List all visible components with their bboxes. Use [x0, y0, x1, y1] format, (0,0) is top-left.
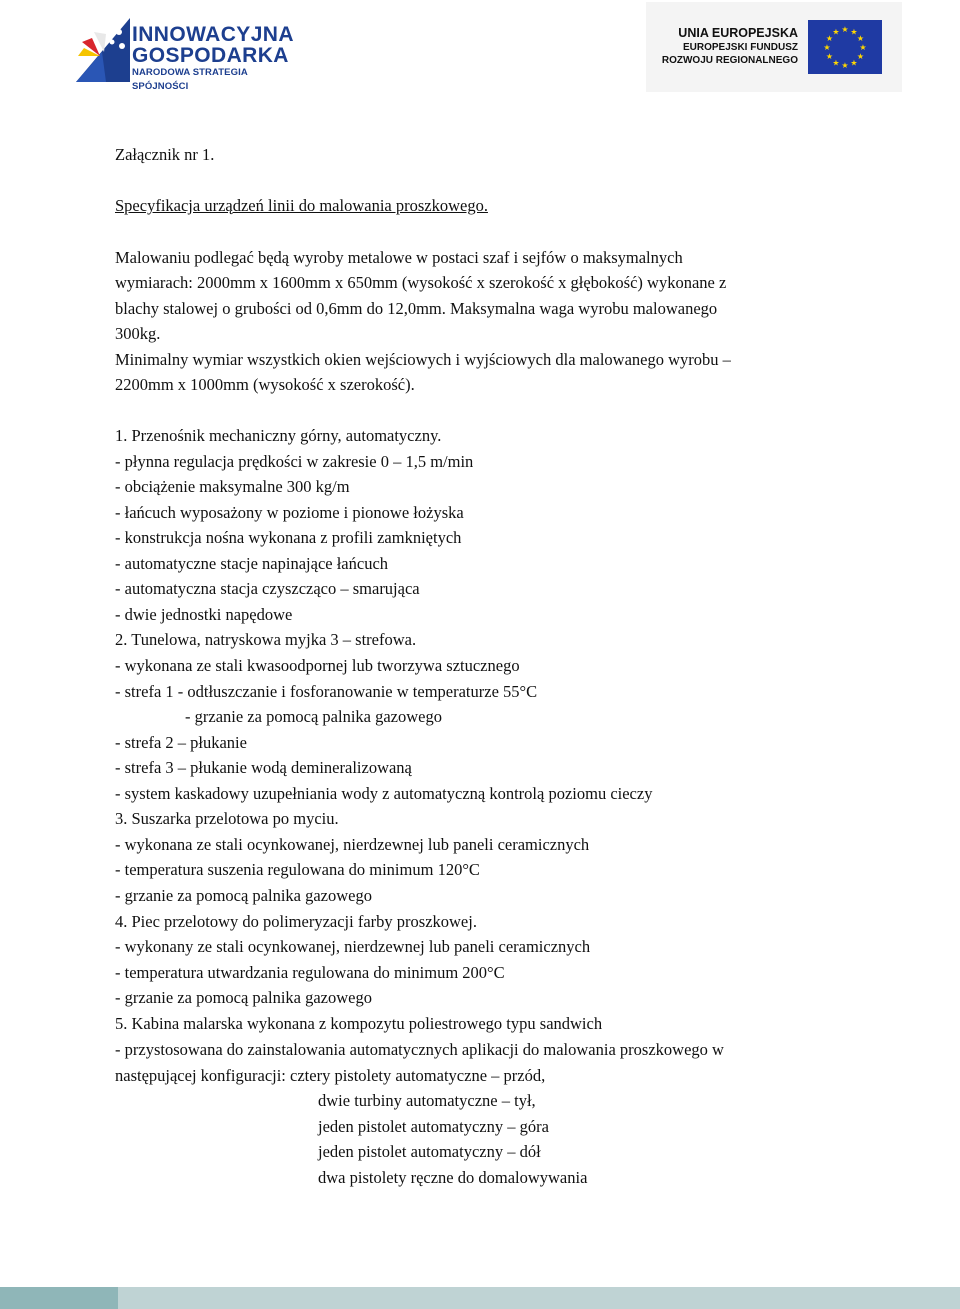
svg-text:★: ★ — [825, 34, 834, 43]
spec-item: - system kaskadowy uzupełniania wody z automatyczną kontrolą poziomu cieczy — [115, 784, 653, 803]
spec-item: - wykonana ze stali kwasoodpornej lub tworzywa sztucznego — [115, 656, 520, 675]
intro-line: 2200mm x 1000mm (wysokość x szerokość). — [115, 375, 415, 394]
logo-line-1: INNOWACYJNA — [132, 23, 294, 46]
spec-item: - konstrukcja nośna wykonana z profili zamkniętych — [115, 528, 462, 547]
spec-item: - łańcuch wyposażony w poziome i pionowe łożyska — [115, 503, 464, 522]
svg-text:★: ★ — [856, 34, 865, 43]
spec-heading: 5. Kabina malarska wykonana z kompozytu poliestrowego typu sandwich — [115, 1014, 603, 1033]
spec-item: - płynna regulacja prędkości w zakresie 0 – 1,5 m/min — [115, 452, 474, 471]
spec-item: jeden pistolet automatyczny – góra — [318, 1117, 549, 1136]
spec-item: - strefa 2 – płukanie — [115, 733, 247, 752]
spec-item: dwa pistolety ręczne do domalowywania — [318, 1168, 588, 1187]
svg-text:★: ★ — [841, 25, 849, 34]
svg-text:★: ★ — [856, 52, 865, 61]
spec-item: - obciążenie maksymalne 300 kg/m — [115, 477, 350, 496]
spec-item: - przystosowana do zainstalowania automatycznych aplikacji do malowania proszkowego w — [115, 1040, 724, 1059]
spec-item: - automatyczne stacje napinające łańcuch — [115, 554, 389, 573]
attachment-label: Załącznik nr 1. — [115, 145, 215, 164]
svg-text:★: ★ — [859, 43, 867, 52]
svg-text:★: ★ — [850, 58, 858, 68]
spec-item: - temperatura utwardzania regulowana do minimum 200°C — [115, 963, 505, 982]
intro-line: wymiarach: 2000mm x 1600mm x 650mm (wysokość x szerokość x głębokość) wykonane z — [115, 273, 727, 292]
svg-text:★: ★ — [832, 27, 840, 37]
logo-line-3: NARODOWA STRATEGIA SPÓJNOŚCI — [132, 67, 248, 92]
spec-item: - grzanie za pomocą palnika gazowego — [185, 707, 442, 726]
spec-item: - dwie jednostki napędowe — [115, 605, 293, 624]
spec-item: następującej konfiguracji: cztery pistolety automatyczne – przód, — [115, 1066, 546, 1085]
document-title: Specyfikacja urządzeń linii do malowania proszkowego. — [115, 196, 488, 215]
eu-line-1: UNIA EUROPEJSKA — [678, 26, 798, 40]
eu-line-3: ROZWOJU REGIONALNEGO — [661, 55, 798, 66]
svg-text:★: ★ — [825, 52, 834, 61]
spec-heading: 3. Suszarka przelotowa po myciu. — [115, 809, 339, 828]
intro-line: 300kg. — [115, 324, 161, 343]
spec-item: jeden pistolet automatyczny – dół — [318, 1142, 541, 1161]
spec-item: - strefa 1 - odtłuszczanie i fosforanowanie w temperaturze 55°C — [115, 682, 538, 701]
footer-band — [0, 1287, 960, 1309]
svg-text:★: ★ — [832, 58, 840, 68]
svg-text:★: ★ — [850, 27, 858, 37]
spec-item: - wykonana ze stali ocynkowanej, nierdzewnej lub paneli ceramicznych — [115, 835, 590, 854]
intro-line: Minimalny wymiar wszystkich okien wejściowych i wyjściowych dla malowanego wyrobu – — [115, 350, 731, 369]
svg-text:★: ★ — [823, 43, 831, 52]
logo-line-2: GOSPODARKA — [132, 44, 289, 67]
spec-item: - strefa 3 – płukanie wodą demineralizowaną — [115, 758, 412, 777]
spec-item: - wykonany ze stali ocynkowanej, nierdzewnej lub paneli ceramicznych — [115, 937, 591, 956]
spec-item: - automatyczna stacja czyszcząco – smarująca — [115, 579, 420, 598]
intro-line: blachy stalowej o grubości od 0,6mm do 12,0mm. Maksymalna waga wyrobu malowanego — [115, 299, 718, 318]
spec-heading: 2. Tunelowa, natryskowa myjka 3 – strefowa. — [115, 630, 417, 649]
spec-item: - temperatura suszenia regulowana do minimum 120°C — [115, 860, 480, 879]
spec-item: - grzanie za pomocą palnika gazowego — [115, 886, 372, 905]
footer-band-accent — [0, 1287, 118, 1309]
spec-item: - grzanie za pomocą palnika gazowego — [115, 988, 372, 1007]
svg-text:★: ★ — [841, 61, 849, 70]
spec-heading: 1. Przenośnik mechaniczny górny, automatyczny. — [115, 426, 442, 445]
intro-line: Malowaniu podlegać będą wyroby metalowe w postaci szaf i sejfów o maksymalnych — [115, 248, 683, 267]
spec-heading: 4. Piec przelotowy do polimeryzacji farby proszkowej. — [115, 912, 477, 931]
spec-item: dwie turbiny automatyczne – tył, — [318, 1091, 536, 1110]
eu-line-2: EUROPEJSKI FUNDUSZ — [682, 42, 798, 53]
